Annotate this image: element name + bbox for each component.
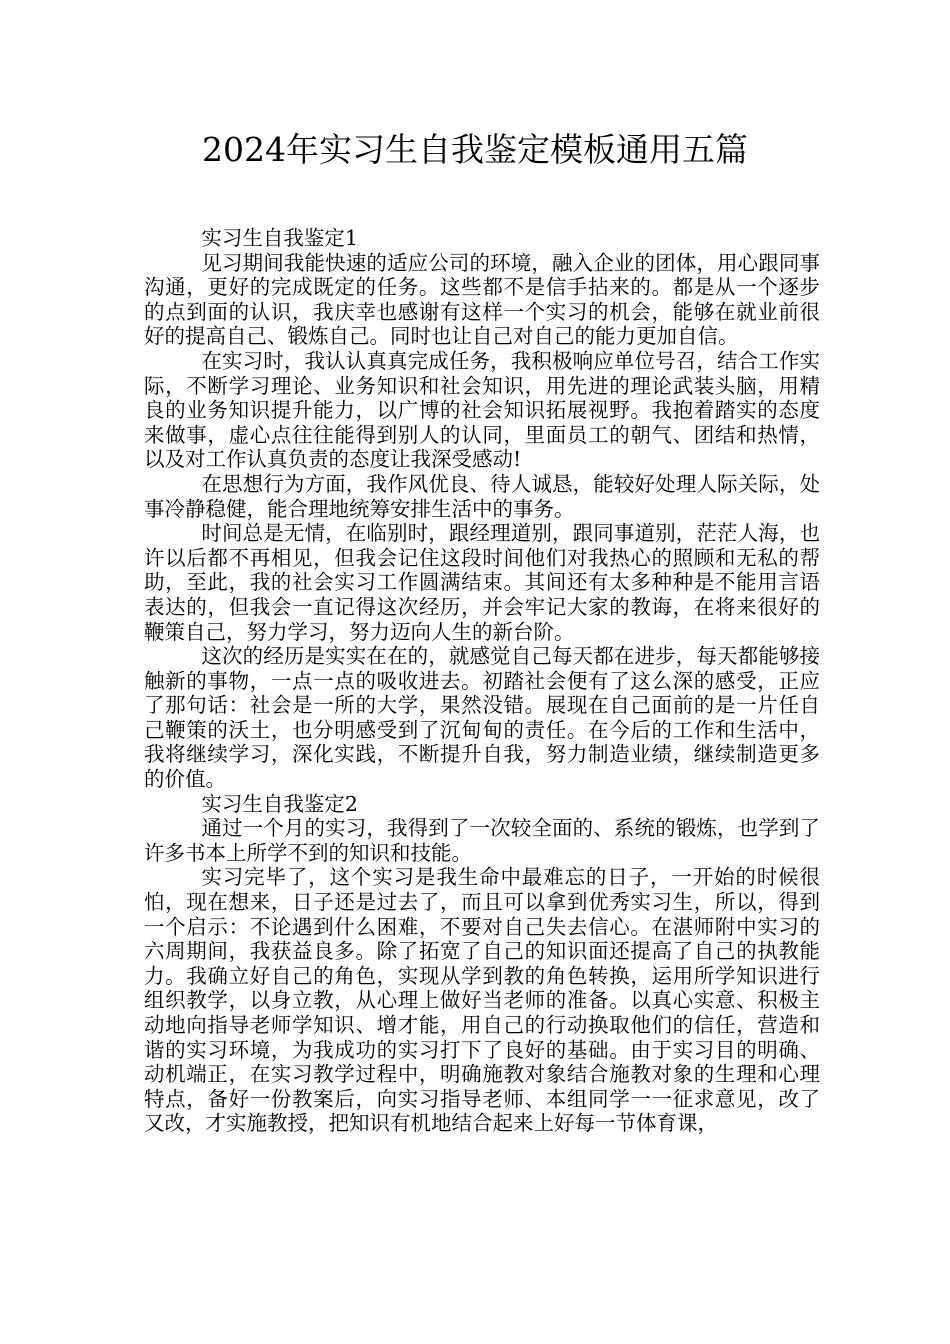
paragraph: 这次的经历是实实在在的，就感觉自己每天都在进步，每天都能够接触新的事物，一点一点的吸收进去。初踏社会便有了这么深的感受，正应了那句话：社会是一所的大学，果然没错。展现在自己面前的是一片任自己鞭策的沃土，也分明感受到了沉甸甸的责任。在今后的工作和生活中，我将继续学习，深化实践，不断提升自我，努力制造业绩，继续制造更多的价值。 [144,644,820,792]
document-body [144,226,820,1136]
paragraph: 在实习时，我认认真真完成任务，我积极响应单位号召，结合工作实际，不断学习理论、业务知识和社会知识，用先进的理论武装头脑，用精良的业务知识提升能力，以广博的社会知识拓展视野。我抱着踏实的态度来做事，虚心点往往能得到别人的认同，里面员工的朝气、团结和热情，以及对工作认真负责的态度让我深受感动! [144,348,820,472]
paragraph: 在思想行为方面，我作风优良、待人诚恳，能较好处理人际关际，处事冷静稳健，能合理地统筹安排生活中的事务。 [144,471,820,521]
paragraph: 时间总是无情，在临别时，跟经理道别，跟同事道别，茫茫人海，也许以后都不再相见，但我会记住这段时间他们对我热心的照顾和无私的帮助，至此，我的社会实习工作圆满结束。其间还有太多种种是不能用言语表达的，但我会一直记得这次经历，并会牢记大家的教诲，在将来很好的鞭策自己，努力学习，努力迈向人生的新台阶。 [144,521,820,644]
section-heading: 实习生自我鉴定1 [201,226,358,250]
section-heading: 实习生自我鉴定2 [201,791,358,816]
paragraph: 见习期间我能快速的适应公司的环境，融入企业的团体，用心跟同事沟通，更好的完成既定的任务。这些都不是信手拈来的。都是从一个逐步的点到面的认识，我庆幸也感谢有这样一个实习的机会，能够在就业前很好的提高自己、锻炼自己。同时也让自己对自己的能力更加自信。 [144,250,820,349]
document-title: 2024年实习生自我鉴定模板通用五篇 [202,130,748,169]
paragraph: 通过一个月的实习，我得到了一次较全面的、系统的锻炼，也学到了许多书本上所学不到的知识和技能。 [144,816,820,865]
paragraph: 实习完毕了，这个实习是我生命中最难忘的日子，一开始的时候很怕，现在想来，日子还是过去了，而且可以拿到优秀实习生，所以，得到一个启示：不论遇到什么困难，不要对自己失去信心。在湛师附中实习的六周期间，我获益良多。除了拓宽了自己的知识面还提高了自己的执教能力。我确立好自己的角色，实现从学到教的角色转换，运用所学知识进行组织教学，以身立教，从心理上做好当老师的准备。以真心实意、积极主动地向指导老师学知识、增才能，用自己的行动换取他们的信任，营造和谐的实习环境，为我成功的实习打下了良好的基础。由于实习目的明确、动机端正，在实习教学过程中，明确施教对象结合施教对象的生理和心理特点，备好一份教案后，向实习指导老师、本组同学一一征求意见，改了又改，才实施教授，把知识有机地结合起来上好每一节体育课， [144,865,820,1136]
